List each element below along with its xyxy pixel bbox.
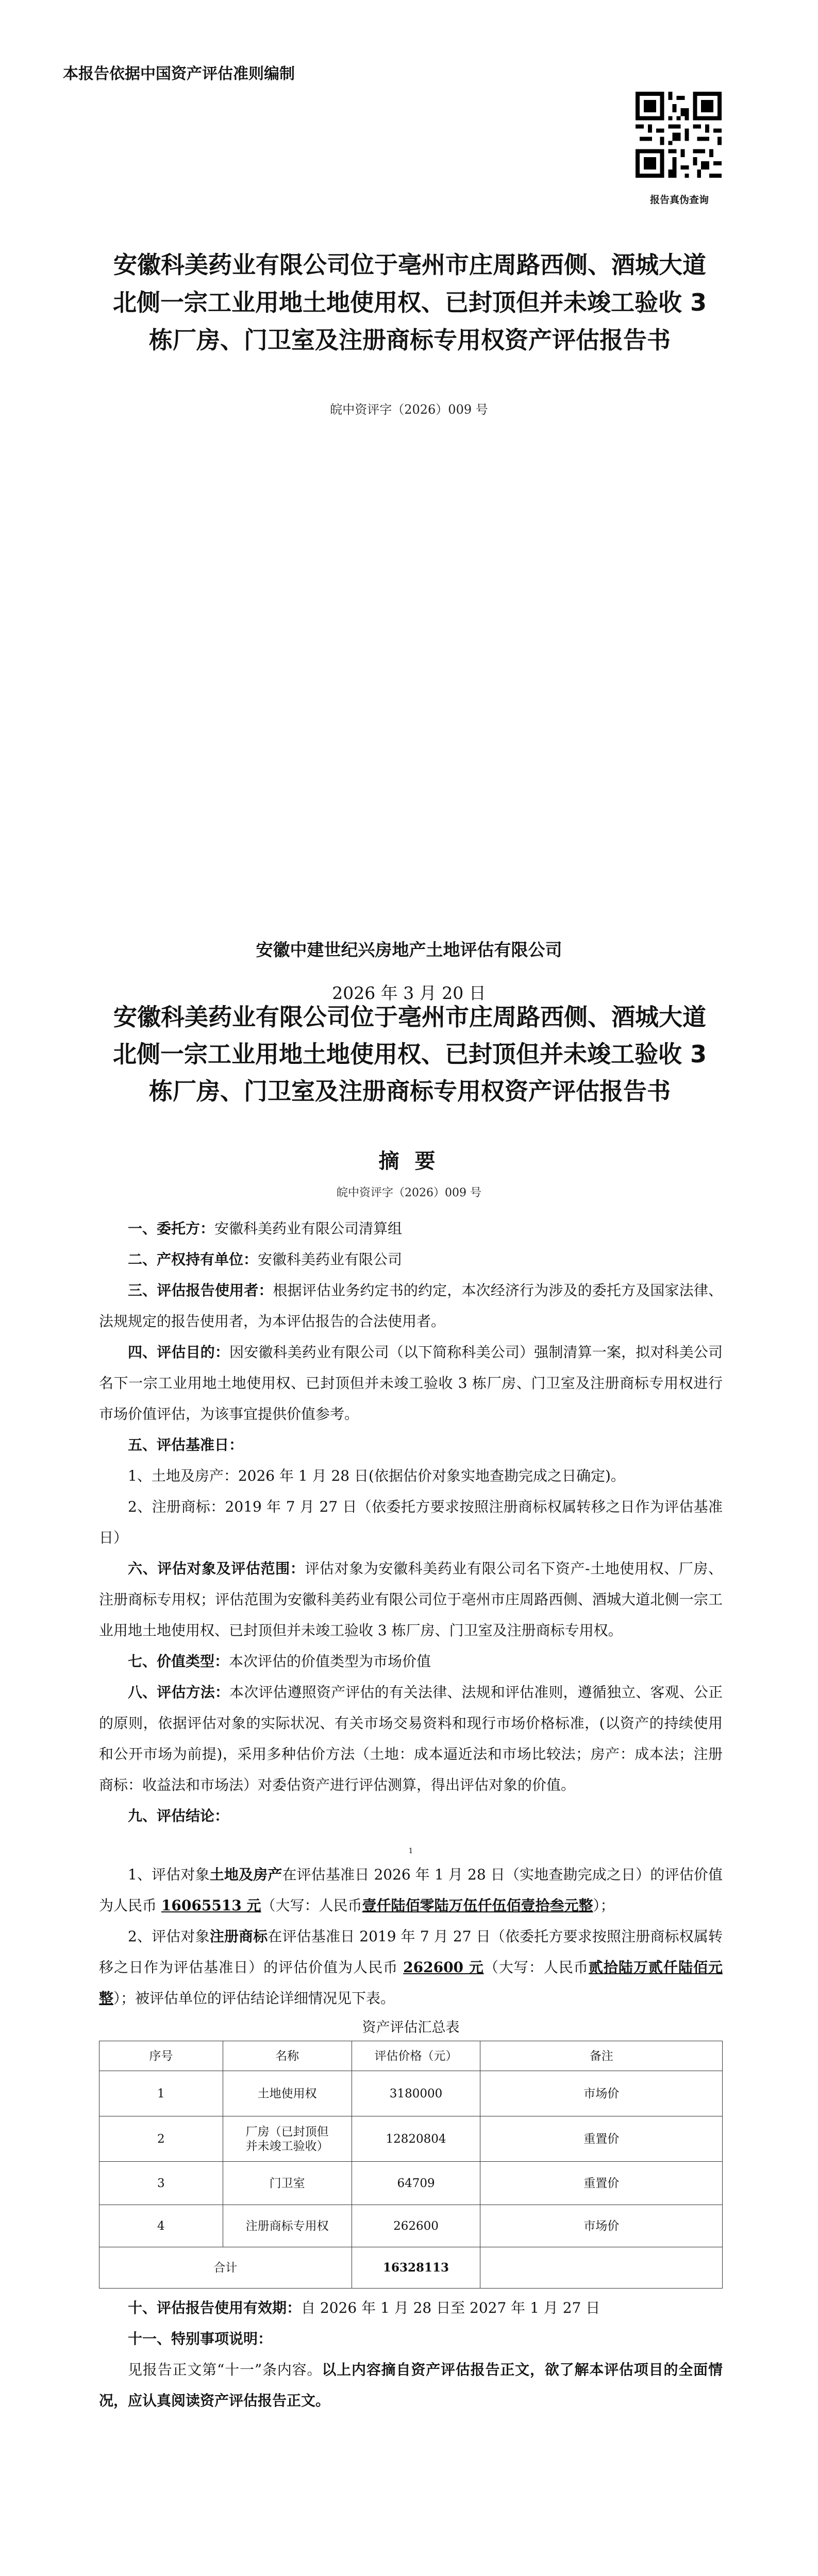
table-header-cell: 序号 — [99, 2041, 223, 2071]
base-date-land: 1、土地及房产：2026 年 1 月 28 日(依据估价对象实地查勘完成之日确定)。 — [128, 1467, 625, 1484]
table-cell: 3180000 — [352, 2071, 480, 2116]
table-total-row — [99, 2247, 723, 2289]
cover-doc-number: 皖中资评字（2026）009 号 — [330, 402, 488, 417]
summary-title-line: 安徽科美药业有限公司位于亳州市庄周路西侧、酒城大道 — [113, 1003, 706, 1031]
section-owner: 二、产权持有单位：安徽科美药业有限公司 — [128, 1251, 403, 1268]
table-header-cell: 名称 — [223, 2041, 352, 2071]
summary-title-line: 栋厂房、门卫室及注册商标专用权资产评估报告书 — [149, 1077, 671, 1105]
table-cell: 12820804 — [352, 2116, 480, 2162]
summary-doc-number: 皖中资评字（2026）009 号 — [337, 1187, 481, 1199]
section-special-text: 见报告正文第“十一”条内容。以上内容摘自资产评估报告正文，欲了解本评估项目的全面情况，应认真阅读资产评估报告正文。 — [99, 2361, 723, 2409]
table-total-value: 16328113 — [352, 2247, 480, 2289]
table-cell: 4 — [99, 2205, 223, 2247]
table-header-row — [99, 2041, 723, 2071]
report-standard-note: 本报告依据中国资产评估准则编制 — [63, 65, 295, 83]
section-report-users: 三、评估报告使用者：根据评估业务约定书的约定，本次经济行为涉及的委托方及国家法律、法规规定的报告使用者，为本评估报告的合法使用者。 — [99, 1282, 723, 1330]
table-cell: 市场价 — [480, 2205, 723, 2247]
section-conclusion-heading: 九、评估结论： — [128, 1807, 229, 1824]
summary-title-line: 北侧一宗工业用地土地使用权、已封顶但并未竣工验收 3 — [112, 1040, 707, 1068]
table-cell: 土地使用权 — [223, 2071, 352, 2116]
table-cell: 64709 — [352, 2162, 480, 2205]
table-row — [99, 2116, 723, 2162]
base-date-trademark: 2、注册商标：2019 年 7 月 27 日（依委托方要求按照注册商标权属转移之日作为评估基准日） — [99, 1498, 723, 1546]
conclusion-land: 1、评估对象土地及房产在评估基准日 2026 年 1 月 28 日（实地查勘完成之日）的评估价值为人民币 16065513 元（大写：人民币壹仟陆佰零陆万伍仟伍佰壹拾叁元整）； — [99, 1866, 723, 1914]
table-cell: 厂房（已封顶但并未竣工验收） — [223, 2116, 352, 2162]
table-cell: 注册商标专用权 — [223, 2205, 352, 2247]
cover-title-line: 安徽科美药业有限公司位于亳州市庄周路西侧、酒城大道 — [113, 251, 706, 279]
summary-body — [99, 1213, 723, 2416]
cover-organization: 安徽中建世纪兴房地产土地评估有限公司 — [256, 940, 562, 960]
section-value-type: 七、价值类型：本次评估的价值类型为市场价值 — [128, 1653, 431, 1670]
table-cell: 2 — [99, 2116, 223, 2162]
qr-label: 报告真伪查询 — [649, 194, 709, 206]
section-scope: 六、评估对象及评估范围：评估对象为安徽科美药业有限公司名下资产-土地使用权、厂房、注册商标专用权；评估范围为安徽科美药业有限公司位于亳州市庄周路西侧、酒城大道北侧一宗工业用地土地使用权、已封顶但并未竣工验收 3 栋厂房、门卫室及注册商标专用权。 — [99, 1560, 723, 1639]
section-base-date-heading: 五、评估基准日： — [128, 1436, 244, 1453]
section-validity: 十、评估报告使用有效期：自 2026 年 1 月 28 日至 2027 年 1 月 27 日 — [128, 2299, 600, 2316]
cover-title — [77, 246, 742, 359]
table-cell: 门卫室 — [223, 2162, 352, 2205]
table-row — [99, 2205, 723, 2247]
table-cell: 3 — [99, 2162, 223, 2205]
table-cell: 重置价 — [480, 2116, 723, 2162]
qr-code-icon[interactable] — [636, 92, 722, 178]
table-header-cell: 备注 — [480, 2041, 723, 2071]
table-title: 资产评估汇总表 — [362, 2020, 460, 2036]
table-total-label: 合计 — [99, 2247, 352, 2289]
conclusion-trademark: 2、评估对象注册商标在评估基准日 2019 年 7 月 27 日（依委托方要求按照注册商标权属转移之日作为评估基准日）的评估价值为人民币 262600 元（大写：人民币贰拾陆万贰仟陆佰元整）；被评估单位的评估结论详细情况见下表。 — [99, 1928, 723, 2007]
section-purpose: 四、评估目的：因安徽科美药业有限公司（以下简称科美公司）强制清算一案，拟对科美公司名下一宗工业用地土地使用权、已封顶但并未竣工验收 3 栋厂房、门卫室及注册商标专用权进行市场价值评估，为该事宜提供价值参考。 — [99, 1344, 723, 1422]
table-header-cell: 评估价格（元） — [352, 2041, 480, 2071]
table-cell: 262600 — [352, 2205, 480, 2247]
section-method: 八、评估方法：本次评估遵照资产评估的有关法律、法规和评估准则，遵循独立、客观、公正的原则，依据评估对象的实际状况、有关市场交易资料和现行市场价格标准，(以资产的持续使用和公开市场为前提)，采用多种估价方法（土地：成本逼近法和市场比较法；房产：成本法；注册商标：收益法和市场法）对委估资产进行评估测算，得出评估对象的价值。 — [99, 1684, 723, 1793]
page-marker: 1 — [408, 1847, 413, 1855]
table-cell: 市场价 — [480, 2071, 723, 2116]
table-row — [99, 2162, 723, 2205]
section-special-heading: 十一、特别事项说明： — [128, 2330, 273, 2347]
table-row — [99, 2071, 723, 2116]
cover-date: 2026 年 3 月 20 日 — [332, 983, 486, 1003]
cover-title-line: 北侧一宗工业用地土地使用权、已封顶但并未竣工验收 3 — [112, 289, 707, 316]
asset-summary-table — [99, 2041, 723, 2289]
table-cell: 1 — [99, 2071, 223, 2116]
summary-heading: 摘 要 — [378, 1149, 440, 1173]
cover-title-line: 栋厂房、门卫室及注册商标专用权资产评估报告书 — [149, 326, 671, 354]
summary-title — [77, 998, 742, 1110]
table-cell — [480, 2247, 723, 2289]
table-cell: 重置价 — [480, 2162, 723, 2205]
section-client: 一、委托方：安徽科美药业有限公司清算组 — [128, 1220, 403, 1237]
